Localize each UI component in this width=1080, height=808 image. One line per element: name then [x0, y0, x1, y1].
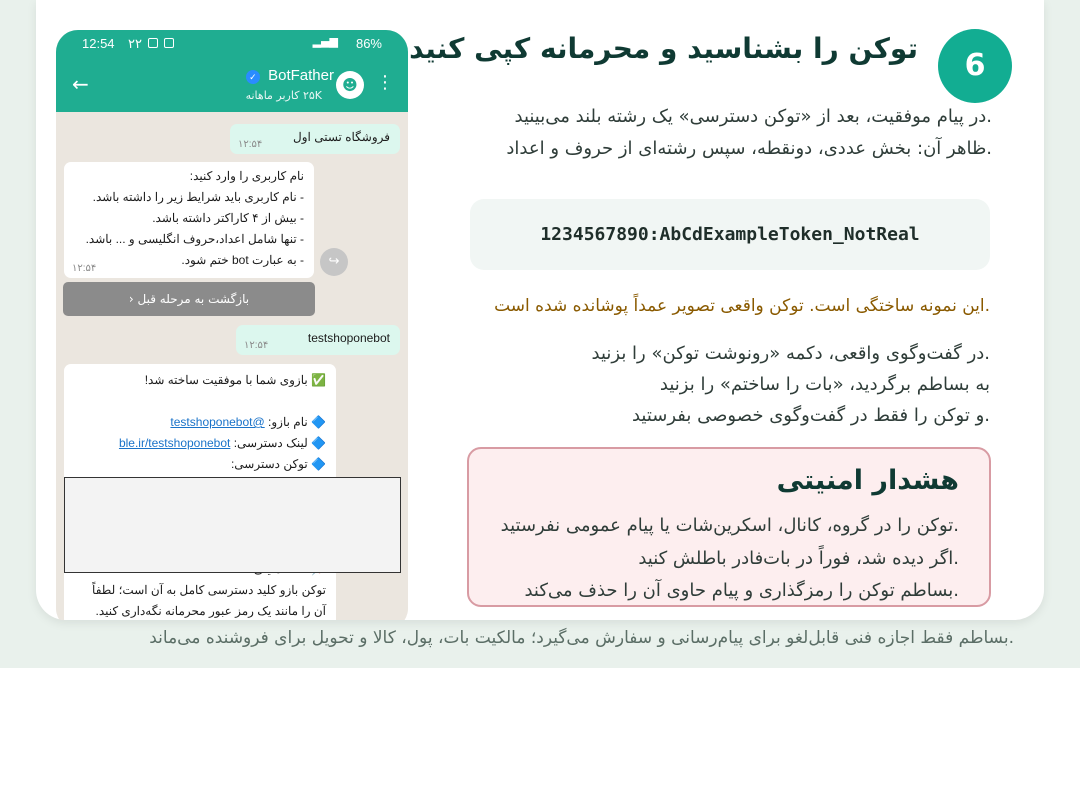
step-card	[36, 0, 1044, 620]
warning-line: .بساطم توکن را رمزگذاری و پیام حاوی آن را حذف می‌کند	[524, 580, 959, 601]
warning-title: هشدار امنیتی	[776, 465, 959, 496]
chat-subscribers: ۲۵K کاربر ماهانه	[245, 89, 322, 102]
status-time: 12:54	[82, 36, 115, 51]
step-title: توکن را بشناسید و محرمانه کپی کنید	[409, 32, 918, 65]
message-outgoing	[230, 124, 400, 154]
message-line: - تنها شامل اعداد،حروف انگلیسی و ... باشد.	[85, 232, 304, 246]
message-line: - نام کاربری باید شرایط زیر را داشته باشد.	[92, 190, 304, 204]
signal-icon: ▂▄▆	[312, 35, 338, 48]
phone-screenshot	[56, 30, 408, 620]
example-note: .این نمونه ساختگی است. توکن واقعی تصویر عمداً پوشانده شده است	[494, 296, 990, 316]
status-bar	[56, 30, 408, 58]
instructions-text	[432, 338, 990, 431]
message-incoming	[64, 162, 314, 278]
warning-line: .اگر دیده شد، فوراً در بات‌فادر باطلش کنید	[638, 548, 959, 569]
chat-header	[56, 58, 408, 112]
footer-disclaimer: .بساطم فقط اجازه فنی قابل‌لغو برای پیام‌رسانی و سفارش می‌گیرد؛ مالکیت بات، پول، کالا و تحویل برای فروشنده می‌ماند	[149, 628, 1014, 648]
battery-level: 86%	[355, 36, 382, 51]
message-time: ۱۲:۵۴	[238, 139, 263, 150]
back-step-label: بازگشت به مرحله قبل	[137, 292, 250, 306]
message-time: ۱۲:۵۴	[244, 340, 269, 351]
token-redaction-box	[64, 477, 401, 573]
message-line: ✅ بازوی شما با موفقیت ساخته شد!	[144, 373, 326, 387]
message-line: - بیش از ۴ کاراکتر داشته باشد.	[152, 211, 304, 225]
verified-icon: ✓	[246, 70, 260, 84]
message-line: توکن بازو کلید دسترسی کامل به آن است؛ لطفاً	[92, 583, 326, 597]
sim-icon	[148, 38, 158, 48]
message-line: 🔷 توکن دسترسی:	[230, 457, 326, 471]
warning-line: .توکن را در گروه، کانال، اسکرین‌شات یا پیام عمومی نفرستید	[500, 515, 959, 536]
security-warning-box	[467, 447, 991, 607]
chat-title[interactable]	[246, 67, 334, 84]
back-arrow-icon[interactable]: ←	[72, 72, 89, 96]
bot-name-label: 🔷 نام بازو:	[268, 415, 326, 429]
instruction-line: .در گفت‌وگوی واقعی، دکمه «رونوشت توکن» را بزنید	[591, 343, 990, 364]
token-example-box: 1234567890:AbCdExampleToken_NotReal	[470, 199, 990, 270]
step-number-badge: 6	[938, 29, 1012, 103]
intro-text	[432, 101, 992, 165]
gallery-icon	[164, 38, 174, 48]
message-line: - به عبارت bot ختم شود.	[181, 253, 304, 267]
instruction-line: .و توکن را فقط در گفت‌وگوی خصوصی بفرستید	[631, 405, 990, 426]
message-line	[64, 412, 326, 433]
message-time: ۱۲:۵۴	[72, 263, 97, 274]
bot-username-link[interactable]: @testshoponebot	[170, 415, 265, 429]
more-menu-icon[interactable]: ⋮	[376, 72, 394, 93]
message-text: فروشگاه تستی اول	[293, 130, 390, 144]
chat-area	[56, 112, 408, 620]
bot-avatar[interactable]: ☻	[336, 71, 364, 99]
message-line: نام کاربری را وارد کنید:	[189, 169, 304, 183]
instruction-line: به بساطم برگردید، «بات را ساختم» را بزنید	[659, 374, 990, 395]
message-line	[64, 433, 326, 454]
message-line: آن را مانند یک رمز عبور محرمانه نگه‌داری کنید.	[95, 604, 326, 618]
bot-access-link[interactable]: ble.ir/testshoponebot	[118, 436, 231, 450]
status-date: ۲۲	[128, 36, 142, 51]
message-text: testshoponebot	[307, 331, 390, 345]
message-outgoing	[236, 325, 400, 355]
bot-link-label: 🔷 لینک دسترسی:	[233, 436, 326, 450]
forward-icon[interactable]: ↪	[320, 248, 348, 276]
back-step-button[interactable]: بازگشت به مرحله قبل ‹	[63, 282, 315, 316]
message-line	[64, 391, 326, 412]
chat-name: BotFather	[268, 67, 334, 84]
intro-line: .ظاهر آن: بخش عددی، دونقطه، سپس رشته‌ای از حروف و اعداد	[506, 138, 992, 159]
intro-line: .در پیام موفقیت، بعد از «توکن دسترسی» یک رشته بلند می‌بینید	[514, 106, 992, 127]
